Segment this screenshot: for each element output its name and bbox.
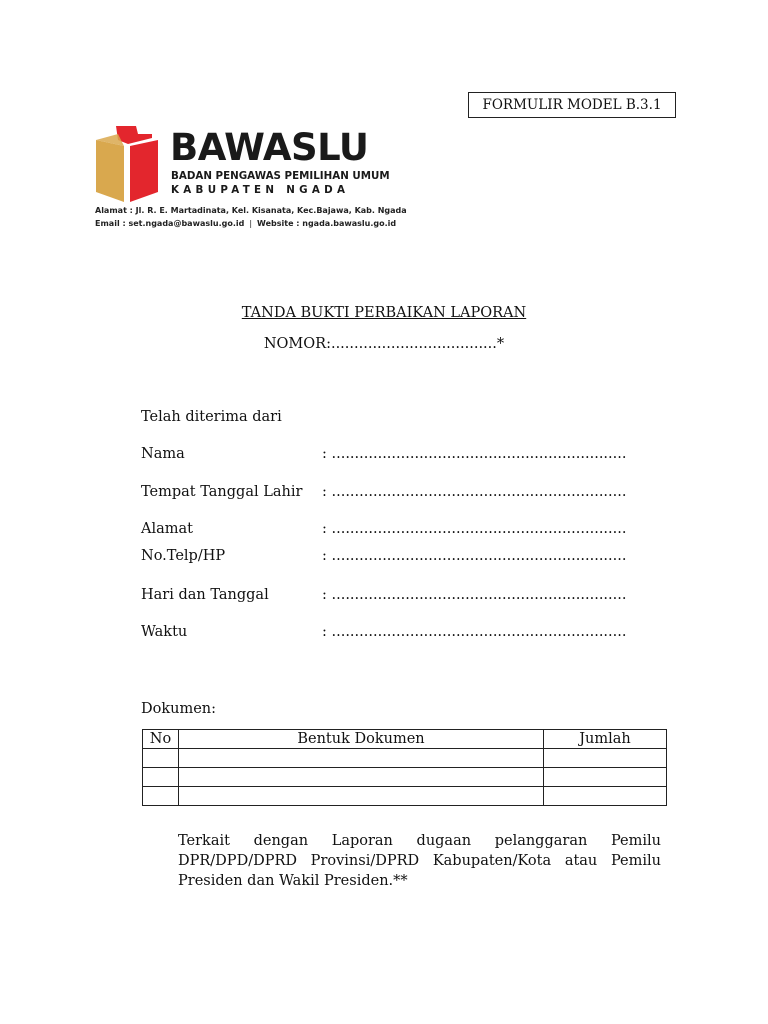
report-note: Terkait dengan Laporan dugaan pelanggaran Pemilu DPR/DPD/DPRD Provinsi/DPRD Kabupaten/Kota atau Pemilu Presiden dan Wakil Presiden.** (178, 833, 661, 889)
field-label: Waktu (141, 624, 188, 640)
received-from-label: Telah diterima dari (141, 409, 282, 425)
document-number: NOMOR:....................................* (263, 336, 505, 352)
field-value: : ................................................................ (322, 587, 627, 603)
field-alamat (141, 520, 651, 538)
ballot-box-logo-icon (94, 126, 160, 202)
table-row (143, 749, 667, 768)
logo-name: BAWASLU (170, 126, 369, 169)
field-value: : ................................................................ (322, 624, 627, 640)
header-no: No (143, 730, 179, 749)
documents-label: Dokumen: (141, 701, 217, 717)
table-cell (544, 768, 667, 787)
table-cell (544, 749, 667, 768)
field-label: No.Telp/HP (141, 548, 226, 564)
field-label: Hari dan Tanggal (141, 587, 269, 603)
field-value: : ................................................................ (322, 521, 627, 537)
table-header-row (143, 730, 667, 749)
contact-line (95, 219, 396, 229)
email-text: Email : set.ngada@bawaslu.go.id (95, 219, 245, 228)
field-label: Tempat Tanggal Lahir (141, 484, 303, 500)
contact-separator: | (249, 219, 253, 228)
table-row (143, 768, 667, 787)
field-telp (141, 547, 651, 565)
field-value: : ................................................................ (322, 548, 627, 564)
field-value: : ................................................................ (322, 446, 627, 462)
document-title-text: TANDA BUKTI PERBAIKAN LAPORAN (241, 305, 527, 321)
table-cell (544, 787, 667, 806)
field-waktu (141, 623, 651, 641)
table-row (143, 787, 667, 806)
field-tempat-tanggal-lahir (141, 483, 651, 501)
logo-subtitle-2: KABUPATEN NGADA (171, 184, 350, 196)
table-cell (179, 749, 544, 768)
field-label: Nama (141, 446, 185, 462)
field-nama (141, 445, 651, 463)
table-cell (179, 787, 544, 806)
documents-table (142, 729, 667, 806)
header-document-type: Bentuk Dokumen (179, 730, 544, 749)
address-line: Alamat : Jl. R. E. Martadinata, Kel. Kisanata, Kec.Bajawa, Kab. Ngada (95, 206, 407, 215)
document-title (0, 304, 768, 322)
form-code-box: FORMULIR MODEL B.3.1 (468, 92, 676, 118)
header-quantity: Jumlah (544, 730, 667, 749)
table-cell (143, 787, 179, 806)
website-text: Website : ngada.bawaslu.go.id (257, 219, 397, 228)
logo-subtitle-1: BADAN PENGAWAS PEMILIHAN UMUM (171, 170, 390, 182)
field-label: Alamat (141, 521, 193, 537)
field-hari-tanggal (141, 586, 651, 604)
field-value: : ................................................................ (322, 484, 627, 500)
table-cell (143, 749, 179, 768)
table-cell (143, 768, 179, 787)
table-cell (179, 768, 544, 787)
